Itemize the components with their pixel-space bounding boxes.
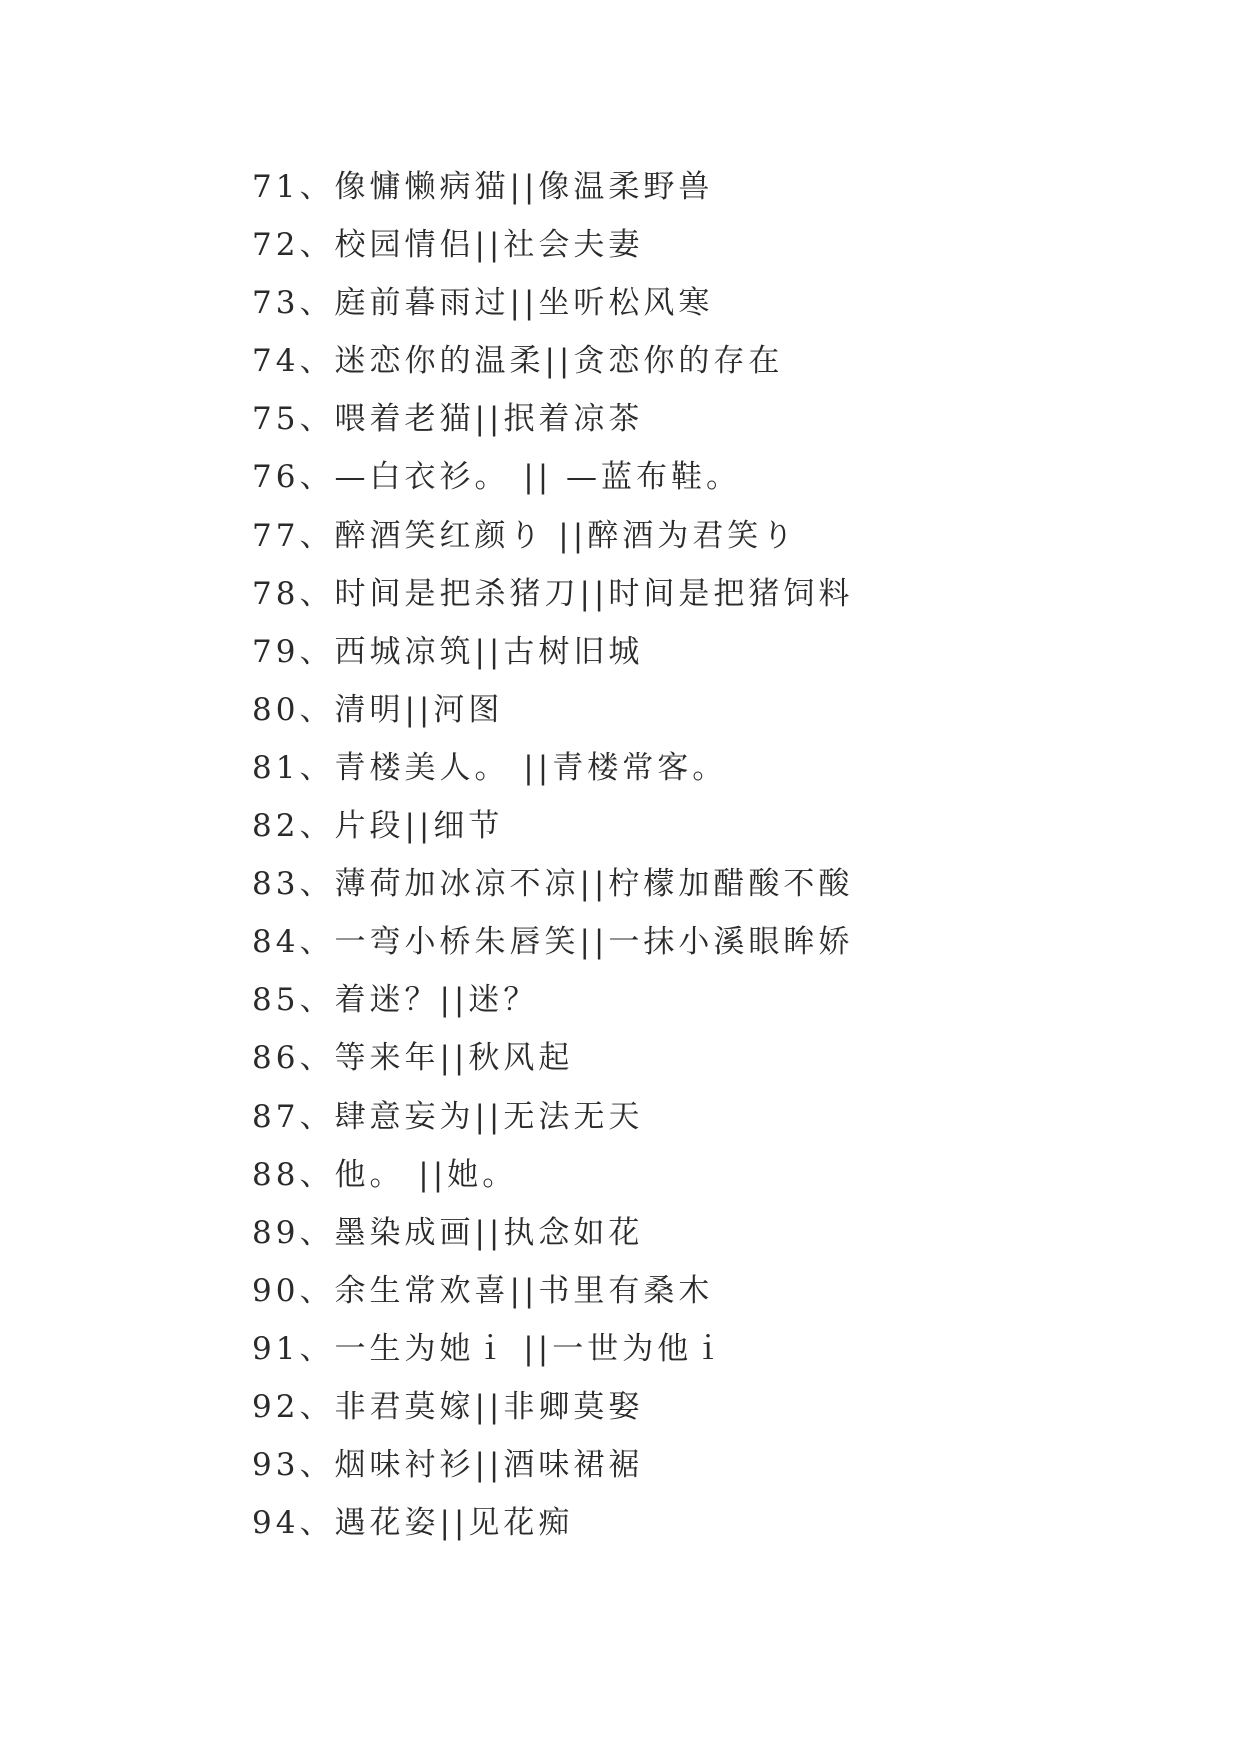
list-item: 88、他。 ||她。 [252,1156,518,1193]
list-item: 77、醉酒笑红颜り ||醉酒为君笑り [252,517,798,554]
list-item: 75、喂着老猫||抿着凉茶 [252,401,644,438]
list-item: 87、肆意妄为||无法无天 [252,1098,644,1135]
list-item: 83、薄荷加冰凉不凉||柠檬加醋酸不酸 [252,866,854,903]
list-item: 74、迷恋你的温柔||贪恋你的存在 [252,343,784,380]
list-item: 76、—白衣衫。 || —蓝布鞋。 [252,459,742,496]
list-item: 80、清明||河图 [252,691,504,728]
list-item: 90、余生常欢喜||书里有桑木 [252,1272,714,1309]
list-item: 93、烟味衬衫||酒味裙裾 [252,1447,644,1484]
list-item: 78、时间是把杀猪刀||时间是把猪饲料 [252,575,854,612]
list-item: 85、着迷？||迷？ [252,982,539,1019]
list-item: 89、墨染成画||执念如花 [252,1214,644,1251]
line-list [252,158,853,1552]
list-item: 92、非君莫嫁||非卿莫娶 [252,1388,644,1425]
list-item: 79、西城凉筑||古树旧城 [252,633,644,670]
list-item: 73、庭前暮雨过||坐听松风寒 [252,285,714,322]
list-item: 81、青楼美人。 ||青楼常客。 [252,749,728,786]
list-item: 91、一生为她ｉ ||一世为他ｉ [252,1330,728,1367]
list-item: 84、一弯小桥朱唇笑||一抹小溪眼眸娇 [252,924,854,961]
list-item: 94、遇花姿||见花痴 [252,1505,574,1542]
list-item: 82、片段||细节 [252,808,504,845]
list-item: 72、校园情侣||社会夫妻 [252,227,644,264]
list-item: 86、等来年||秋风起 [252,1040,574,1077]
list-item: 71、像慵懒病猫||像温柔野兽 [252,169,714,205]
